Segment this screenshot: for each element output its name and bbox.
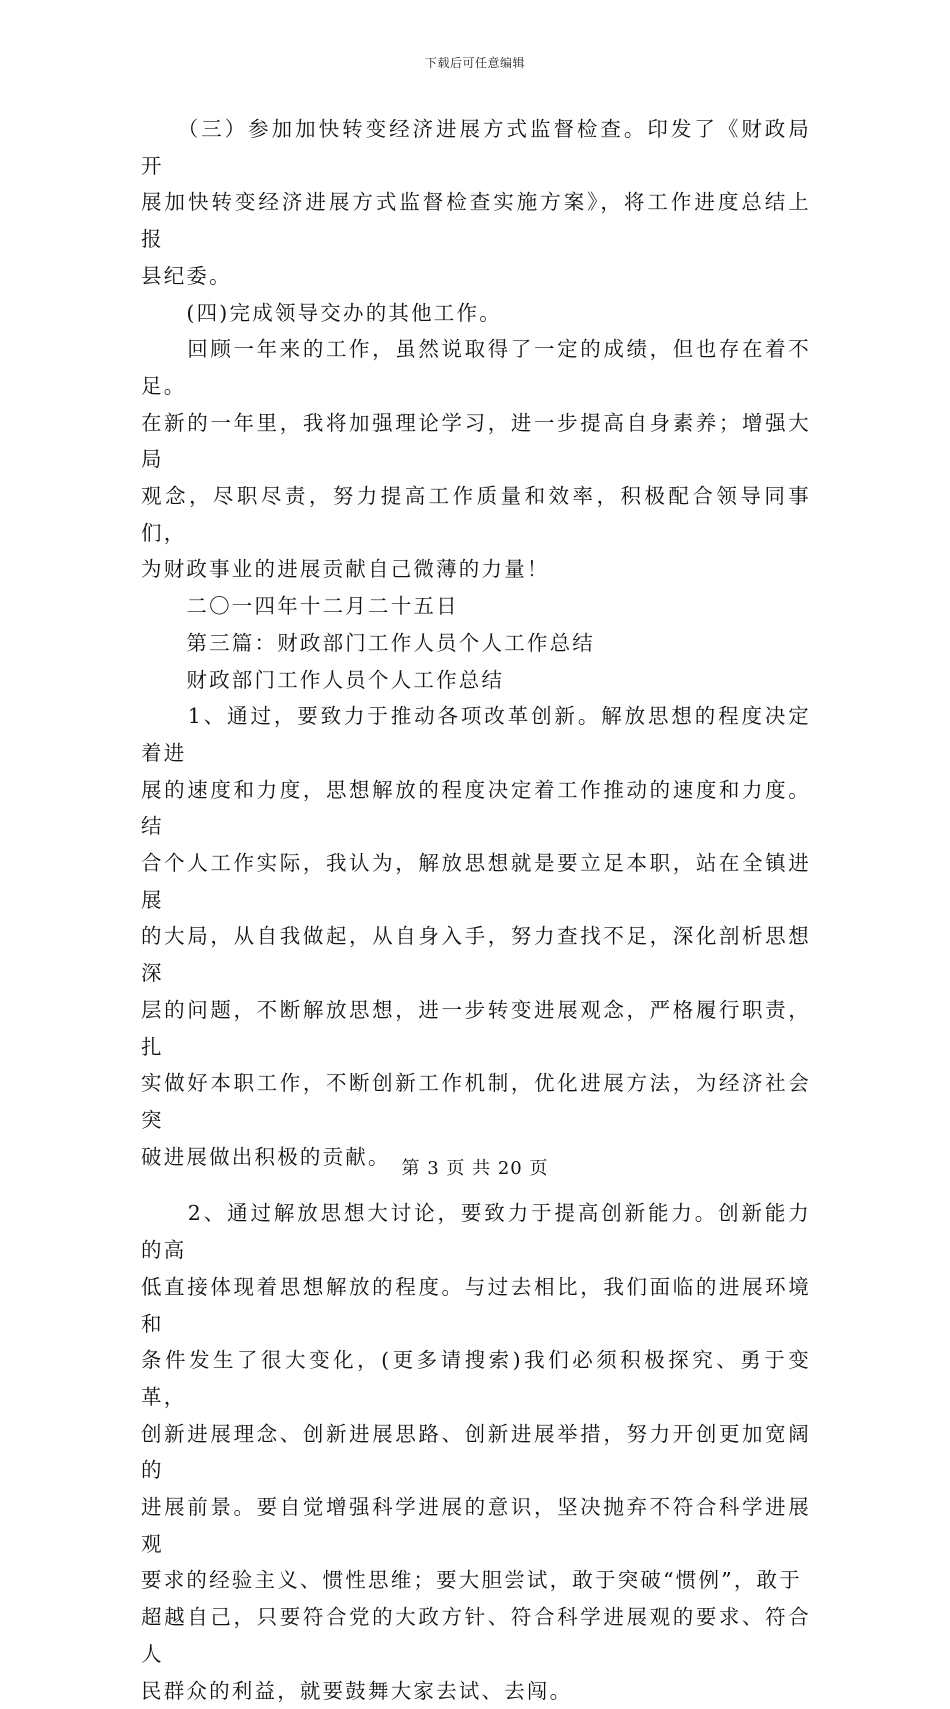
page-header-note: 下载后可任意编辑 [424, 56, 525, 70]
section-heading: 第三篇：财政部门工作人员个人工作总结 [141, 630, 595, 655]
paragraph-point-1: 1、通过，要致力于推动各项改革创新。解放思想的程度决定着进 展的速度和力度，思想解放的程度决定着工作推动的速度和力度。结 合个人工作实际，我认为，解放思想就是要立足本职，站在全镇进展 的大局，从自我做起，从自身入手，努力查找不足，深化剖析思想深 层的问题，不断解放思想，进一步转变进展观念，严格履行职责，扎 实做好本职工作，不断创新工作机制，优化进展方法，为经济社会突 破进展做出积极的贡献。 [141, 704, 811, 1169]
paragraph-other-tasks: (四)完成领导交办的其他工作。 [141, 300, 502, 325]
document-body [141, 111, 811, 1709]
paragraph-date: 二〇一四年十二月二十五日 [141, 594, 459, 619]
paragraph-point-2: 2、通过解放思想大讨论，要致力于提高创新能力。创新能力的高 低直接体现着思想解放的程度。与过去相比，我们面临的进展环境和 条件发生了很大变化，(更多请搜索)我们必须积极探究、勇于变革， 创新进展理念、创新进展思路、创新进展举措，努力开创更加宽阔的 进展前景。要自觉增强科学进展的意识，坚决抛弃不符合科学进展观 要求的经验主义、惯性思维；要大胆尝试，敢于突破“惯例”，敢于 超越自己，只要符合党的大政方针、符合科学进展观的要求、符合人 民群众的利益，就要鼓舞大家去试、去闯。 [141, 1201, 811, 1703]
page-number: 第 3 页 共 20 页 [401, 1158, 549, 1179]
document-title: 财政部门工作人员个人工作总结 [141, 667, 505, 692]
paragraph-supervision-inspection: （三）参加加快转变经济进展方式监督检查。印发了《财政局开 展加快转变经济进展方式监督检查实施方案》，将工作进度总结上报 县纪委。 [141, 117, 811, 288]
paragraph-review: 回顾一年来的工作，虽然说取得了一定的成绩，但也存在着不足。 在新的一年里，我将加强理论学习，进一步提高自身素养；增强大局 观念，尽职尽责，努力提高工作质量和效率，积极配合领导同事们， 为财政事业的进展贡献自己微薄的力量！ [141, 337, 811, 582]
